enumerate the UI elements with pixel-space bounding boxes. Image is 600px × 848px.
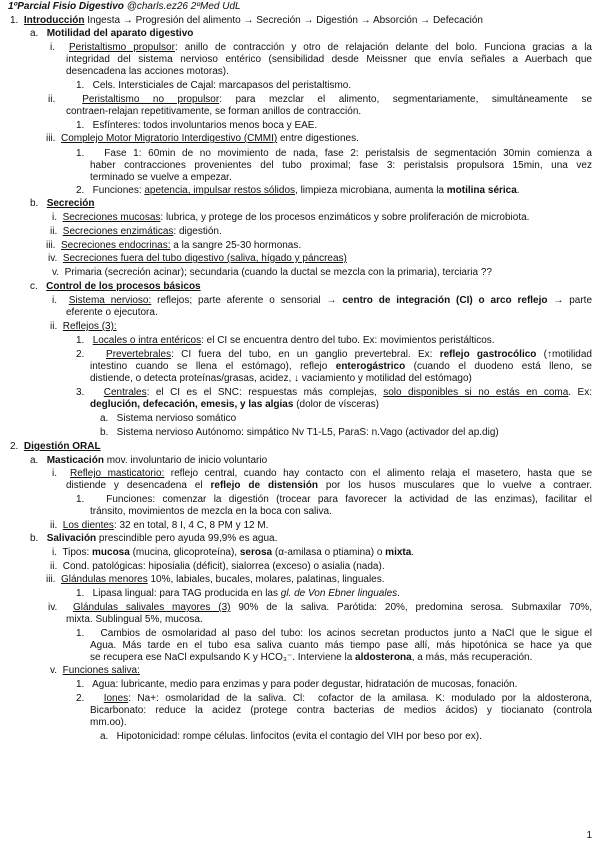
text-segment: tránsito, movimientos de mezcla en la boca con saliva. [90, 506, 332, 517]
text-segment: Locales o intra entéricos [92, 335, 202, 346]
text-segment: i. [52, 468, 70, 479]
text-line [76, 628, 592, 639]
text-segment: b. [30, 533, 47, 544]
text-line [10, 15, 483, 26]
text-line [90, 361, 592, 372]
text-segment: iii. [46, 133, 61, 144]
text-segment: 2. Funciones: [76, 185, 145, 196]
text-segment: Ingesta → Progresión del alimento → Secreción → Digestión → Absorción → Defecación [84, 15, 483, 26]
text-segment: 1. Fase 1: 60min de no movimiento de nada, fase 2: peristalsis de segmentación 30min comienza a [76, 148, 592, 159]
text-segment: Agua. Más tarde en el tubo esa saliva cuanto más tiempo pase allí, más hipotónica se hace ya que [90, 640, 592, 651]
text-segment: a la sangre 25-30 hormonas. [170, 240, 302, 251]
text-line [66, 307, 158, 318]
text-segment: Peristaltismo propulsor [69, 42, 175, 53]
text-line [90, 640, 592, 651]
text-segment: Sistema nervioso: [68, 295, 152, 306]
text-segment: : el CI es el SNC: respuestas más complejas, [146, 387, 384, 398]
text-line [52, 295, 592, 306]
text-segment: se recupera ese NaCl expulsando K y HCO₃⁻. Interviene la [90, 652, 356, 663]
text-line [46, 574, 385, 585]
text-segment: 90% de la saliva. Parótida: 20%, predomina serosa. Submaxilar 70%, [230, 602, 592, 613]
text-line [66, 66, 229, 77]
text-segment: 1. Cambios de osmolaridad al paso del tubo: los acinos secretan productos junto a NaCl que le sigue el [76, 628, 592, 639]
text-line [52, 547, 414, 558]
text-segment: Los dientes [62, 520, 114, 531]
text-segment: reflejos; parte aferente o sensorial → [151, 295, 343, 306]
text-segment: entre digestiones. [277, 133, 359, 144]
text-line [100, 413, 236, 424]
text-segment: (α-amilasa o ptiamina) o [272, 547, 386, 558]
text-segment: reflejo de distensión [210, 480, 318, 491]
text-segment: 1. Cels. Intersticiales de Cajal: marcapasos del peristaltismo. [76, 80, 352, 91]
doc-author: @charls.ez26 2ºMed UdL [126, 1, 241, 12]
text-segment: aldosterona [355, 652, 412, 663]
text-segment: . Ex: [568, 387, 592, 398]
text-segment: iv. [48, 602, 73, 613]
text-segment: iii. [46, 240, 61, 251]
text-segment: a. Sistema nervioso somático [100, 413, 237, 424]
text-line [76, 148, 592, 159]
text-segment: v. Primaria (secreción acinar); secundaria (cuando la ductal se mezcla con la primaria), terciaria ?? [52, 267, 492, 278]
text-line [66, 480, 592, 491]
text-line [76, 335, 495, 346]
text-segment: . [516, 185, 520, 196]
text-segment: Secreciones enzimáticas [62, 226, 174, 237]
text-segment: contraen-relajan repetitivamente, se forman anillos de contracción. [66, 106, 362, 117]
text-line [46, 133, 359, 144]
page-number: 1 [586, 830, 592, 841]
text-line [50, 561, 385, 572]
text-segment: i. [52, 212, 63, 223]
text-line [90, 399, 379, 410]
text-line [90, 172, 232, 183]
text-segment: 1. [10, 15, 24, 26]
text-segment: 2. [76, 693, 104, 704]
text-line [76, 349, 592, 360]
text-line [46, 240, 301, 251]
text-line [30, 455, 267, 466]
text-segment: integridad del sistema nervioso entérico (sensibilidad desde Meissner que envía señales a Auerbach que [66, 54, 592, 65]
text-segment: por los husos musculares que lo vuelve a contraer. [317, 480, 593, 491]
text-segment: mm.oo). [90, 717, 127, 728]
text-segment: : lubrica, y protege de los procesos enzimáticos y sobre proliferación de microbiota. [160, 212, 530, 223]
text-segment: deglución, defecación, emesis, y las algias [90, 399, 294, 410]
text-segment: Secreciones mucosas [62, 212, 161, 223]
text-segment: mov. involuntario de inicio voluntario [103, 455, 268, 466]
text-line [50, 665, 140, 676]
text-segment: Introducción [23, 15, 85, 26]
text-line [76, 387, 592, 398]
text-segment: Secreción [46, 198, 95, 209]
text-segment: desencadena las acciones motoras). [66, 66, 229, 77]
text-segment: solo disponibles si no estás en coma [383, 387, 569, 398]
text-line [52, 267, 492, 278]
text-segment: distiende, o detecta proteínas/grasas, acidez, ↓ vaciamiento y motilidad del estómago) [90, 373, 472, 384]
text-segment: Prevertebrales [106, 349, 172, 360]
text-segment: 1. Funciones: comenzar la digestión (trocear para favorecer la actividad de las enzimas), facilitar el [76, 494, 592, 505]
text-segment: ii. Cond. patológicas: hiposialia (déficit), sialorrea (exceso) o asialia (nada). [50, 561, 385, 572]
text-line [90, 160, 592, 171]
text-segment: Centrales [103, 387, 147, 398]
text-segment: 1. [76, 335, 93, 346]
text-segment: 2. [76, 349, 107, 360]
text-line [76, 120, 317, 131]
text-segment: mucosa [92, 547, 130, 558]
text-segment: → parte [547, 295, 593, 306]
text-segment: reflejo central, cuando hay contacto con el alimento relaja el masetero, hasta que se [164, 468, 593, 479]
text-segment: i. [52, 295, 69, 306]
text-segment: Reflejos (3): [62, 321, 117, 332]
text-segment: 2. [10, 441, 24, 452]
text-segment: Secreciones endocrinas: [61, 240, 171, 251]
text-segment: . [411, 547, 415, 558]
text-segment: a. [30, 28, 47, 39]
text-segment: i. [50, 42, 69, 53]
text-segment: Iones [103, 693, 129, 704]
text-segment: terminado se vuelve a empezar. [90, 172, 232, 183]
text-segment: ii. [50, 520, 63, 531]
doc-title: 1ºParcial Fisio Digestivo [8, 1, 124, 12]
text-segment: serosa [239, 547, 273, 558]
text-line [30, 28, 193, 39]
text-segment: b. [30, 198, 47, 209]
text-segment: Complejo Motor Migratorio Interdigestivo (CMMI) [61, 133, 278, 144]
text-segment: Bicarbonato: reduce la acidez (protege contra bacterias de medios ácidos) y tiocianato (controla [90, 705, 592, 716]
text-line [50, 520, 268, 531]
text-segment: apetencia, impulsar restos sólidos [144, 185, 296, 196]
text-line [52, 468, 592, 479]
text-segment: Masticación [46, 455, 104, 466]
text-segment: : anillo de contracción y otro de relajación delante del bolo. Funciona gracias a la [174, 42, 592, 53]
header [8, 1, 241, 12]
text-segment: (↑motilidad [536, 349, 592, 360]
text-segment: Funciones saliva: [62, 665, 140, 676]
text-segment: c. [30, 281, 47, 292]
text-line [48, 253, 347, 264]
text-line [76, 588, 400, 599]
text-line [50, 226, 222, 237]
text-segment: Control de los procesos básicos [46, 281, 201, 292]
text-segment: motilina sérica [446, 185, 517, 196]
text-segment: Motilidad del aparato digestivo [46, 28, 194, 39]
text-segment: 1. Lipasa lingual: para TAG producida en las [76, 588, 281, 599]
text-segment: centro de integración (CI) o arco reflejo [342, 295, 548, 306]
text-line [48, 94, 592, 105]
text-segment: . [397, 588, 400, 599]
text-line [76, 693, 592, 704]
text-segment: 3. [76, 387, 104, 398]
text-segment: , limpieza microbiana, aumenta la [295, 185, 447, 196]
text-segment: : CI fuera del tubo, en un ganglio prevertebral. Ex: [171, 349, 440, 360]
text-segment: : el CI se encuentra dentro del tubo. Ex: movimientos peristálticos. [201, 335, 495, 346]
text-line [76, 80, 351, 91]
text-line [30, 198, 95, 209]
text-segment: intestino cuando se llena el estómago), reflejo [90, 361, 336, 372]
text-segment: Digestión ORAL [23, 441, 101, 452]
text-segment: ii. [48, 94, 83, 105]
text-line [90, 705, 592, 716]
text-segment: 10%, labiales, bucales, molares, palatinas, linguales. [147, 574, 385, 585]
text-segment: reflejo gastrocólico [439, 349, 537, 360]
text-line [30, 281, 201, 292]
text-segment: 1. Esfínteres: todos involuntarios menos boca y EAE. [76, 120, 318, 131]
text-segment: v. [50, 665, 63, 676]
text-line [48, 602, 592, 613]
text-segment: haber contracciones provenientes del tubo proximal; fase 3: peristalsis propulsora 15min, una vez [90, 160, 592, 171]
text-segment: Peristaltismo no propulsor [82, 94, 220, 105]
text-line [52, 212, 529, 223]
text-segment: eferente o ejecutora. [66, 307, 158, 318]
text-line [90, 373, 472, 384]
text-segment: (dolor de vísceras) [293, 399, 380, 410]
text-line [90, 717, 127, 728]
text-segment: Glándulas menores [61, 574, 148, 585]
text-line [66, 54, 592, 65]
text-line [66, 106, 361, 117]
text-line [66, 614, 203, 625]
text-segment: iii. [46, 574, 61, 585]
text-segment: b. Sistema nervioso Autónomo: simpático Nv T1-L5, ParaS: n.Vago (activador del ap.dig) [100, 427, 499, 438]
text-line [10, 441, 101, 452]
text-segment: prescindible pero ayuda 99,9% es agua. [96, 533, 278, 544]
text-line [30, 533, 277, 544]
text-line [100, 427, 499, 438]
text-segment: 1. Agua: lubricante, medio para enzimas y para poder degustar, hidratación de mucosas, fonación. [76, 679, 518, 690]
text-line [90, 652, 532, 663]
text-line [90, 506, 332, 517]
text-line [76, 185, 520, 196]
text-segment: a. [30, 455, 47, 466]
text-segment: mixta. Sublingual 5%, mucosa. [66, 614, 203, 625]
text-segment: , a más, más recuperación. [411, 652, 533, 663]
text-segment: enterogástrico [335, 361, 406, 372]
text-segment: Secreciones fuera del tubo digestivo (saliva, hígado y páncreas) [62, 253, 347, 264]
text-line [76, 679, 517, 690]
text-segment: : digestión. [173, 226, 222, 237]
text-segment: Reflejo masticatorio: [69, 468, 165, 479]
text-segment: gl. de Von Ebner linguales [280, 588, 398, 599]
text-segment: (cuando el duodeno está lleno, se [405, 361, 592, 372]
text-segment: a. Hipotonicidad: rompe células. linfocitos (evita el contagio del VIH por beso por ex). [100, 731, 482, 742]
text-segment: : Na+: osmolaridad de la saliva. Cl: cofactor de la amilasa. K: modulado por la aldosterona, [128, 693, 592, 704]
text-segment: Glándulas salivales mayores (3) [72, 602, 231, 613]
text-line [50, 321, 117, 332]
text-segment: ii. [50, 226, 63, 237]
text-segment: i. Tipos: [52, 547, 93, 558]
text-segment: mixta [385, 547, 412, 558]
text-segment: distiende y desencadena el [66, 480, 211, 491]
text-segment: : para mezclar el alimento, segmentariamente, simultáneamente se [219, 94, 593, 105]
text-line [76, 494, 592, 505]
text-segment: Salivación [46, 533, 97, 544]
text-segment: : 32 en total, 8 I, 4 C, 8 PM y 12 M. [113, 520, 269, 531]
text-segment: iv. [48, 253, 63, 264]
text-segment: (mucina, glicoproteína), [129, 547, 240, 558]
text-line [50, 42, 592, 53]
text-line [100, 731, 482, 742]
text-segment: ii. [50, 321, 63, 332]
